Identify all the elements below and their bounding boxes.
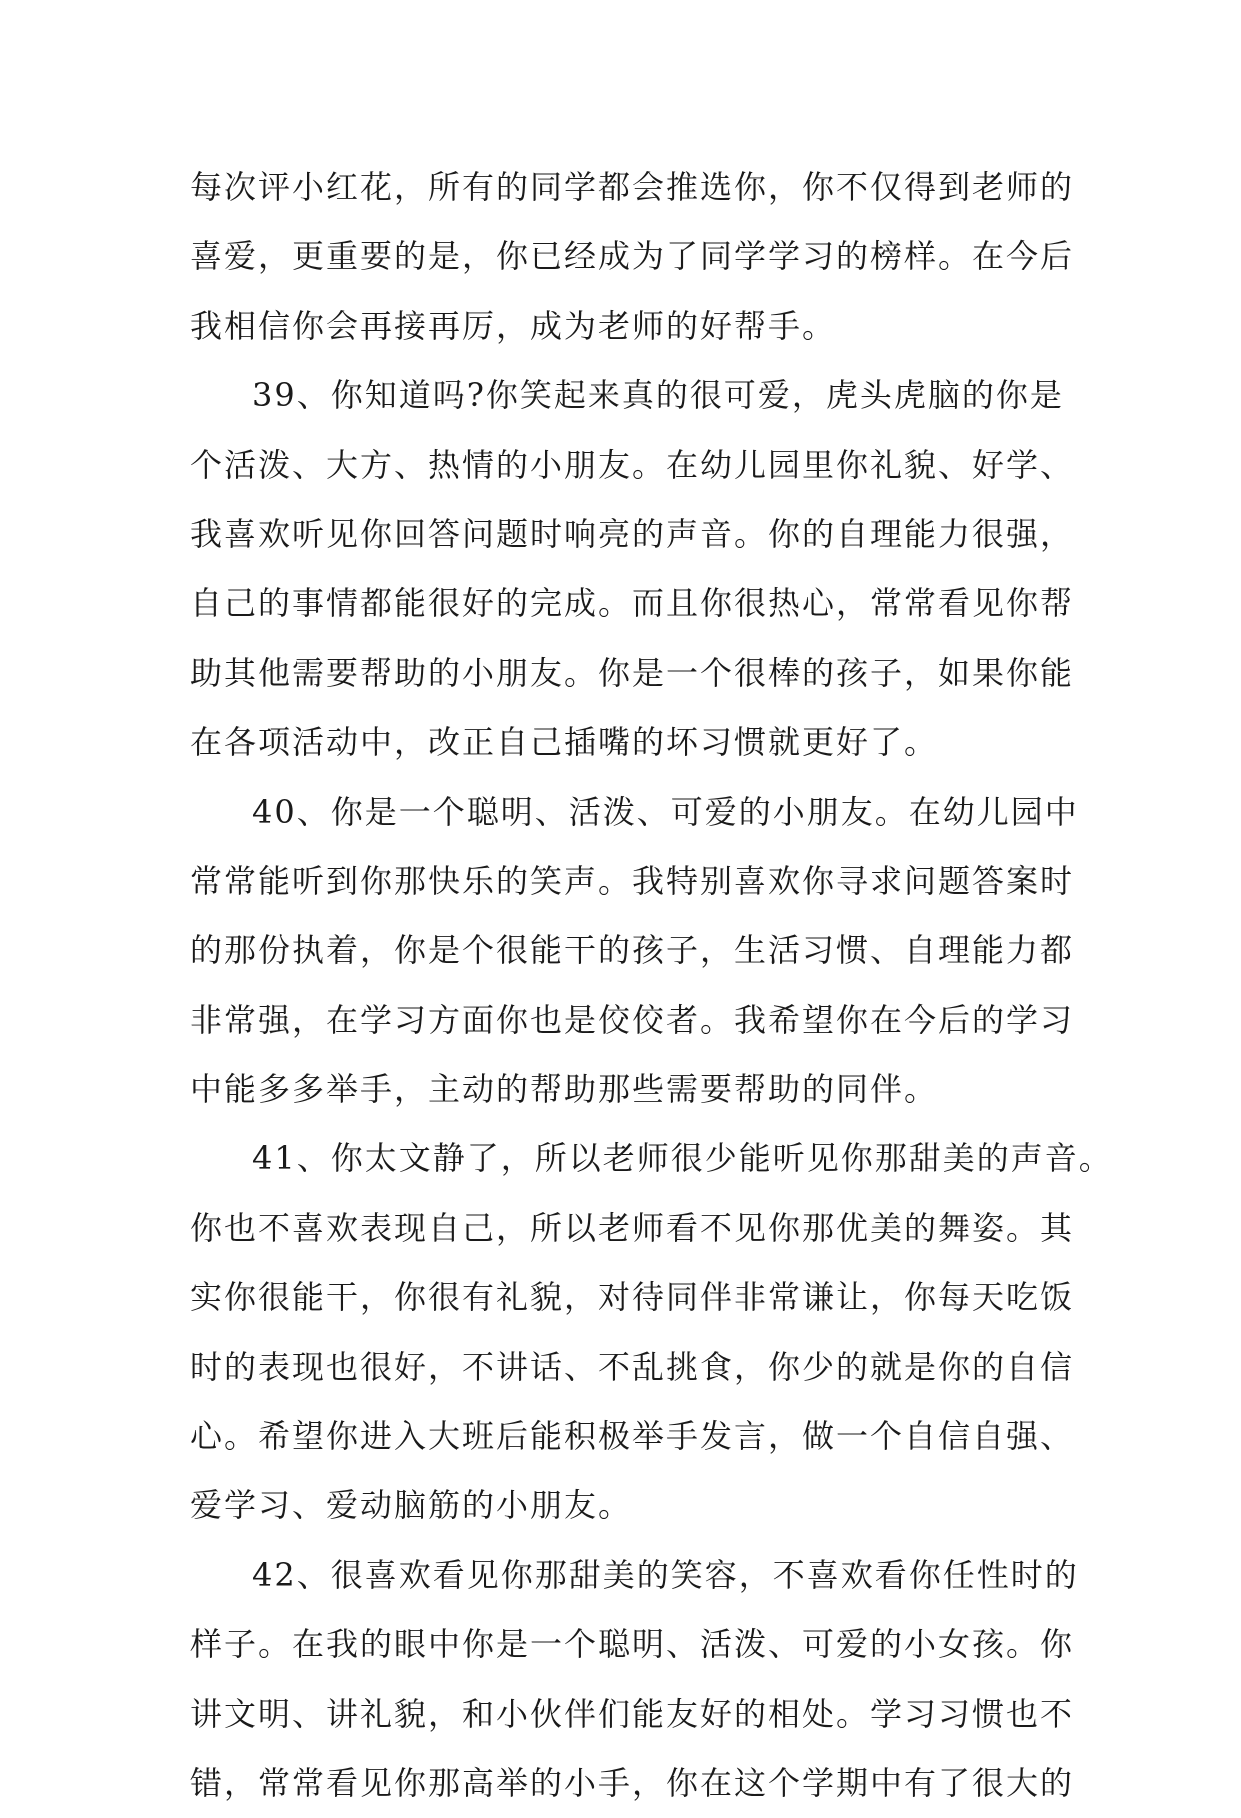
paragraph-start-42: 42、很喜欢看见你那甜美的笑容，不喜欢看你任性时的 <box>252 1555 1079 1594</box>
text-line: 我相信你会再接再厉，成为老师的好帮手。 <box>190 306 837 345</box>
text-line: 心。希望你进入大班后能积极举手发言，做一个自信自强、 <box>190 1417 1075 1456</box>
paragraph-start-40: 40、你是一个聪明、活泼、可爱的小朋友。在幼儿园中 <box>252 792 1079 831</box>
text-line: 我喜欢听见你回答问题时响亮的声音。你的自理能力很强， <box>190 514 1075 553</box>
text-line: 喜爱，更重要的是，你已经成为了同学学习的榜样。在今后 <box>190 237 1075 276</box>
text-line: 你也不喜欢表现自己，所以老师看不见你那优美的舞姿。其 <box>190 1208 1075 1247</box>
paragraph-start-39: 39、你知道吗?你笑起来真的很可爱，虎头虎脑的你是 <box>252 376 1064 415</box>
text-line: 助其他需要帮助的小朋友。你是一个很棒的孩子，如果你能 <box>190 653 1075 692</box>
text-line: 爱学习、爱动脑筋的小朋友。 <box>190 1486 633 1525</box>
text-line: 错，常常看见你那高举的小手，你在这个学期中有了很大的 <box>190 1763 1075 1802</box>
text-line: 的那份执着，你是个很能干的孩子，生活习惯、自理能力都 <box>190 931 1075 970</box>
text-line: 讲文明、讲礼貌，和小伙伴们能友好的相处。学习习惯也不 <box>190 1694 1075 1733</box>
text-line: 时的表现也很好，不讲话、不乱挑食，你少的就是你的自信 <box>190 1347 1075 1386</box>
text-line: 中能多多举手，主动的帮助那些需要帮助的同伴。 <box>190 1070 939 1109</box>
paragraph-start-41: 41、你太文静了，所以老师很少能听见你那甜美的声音。 <box>252 1139 1113 1178</box>
text-line: 实你很能干，你很有礼貌，对待同伴非常谦让，你每天吃饭 <box>190 1278 1075 1317</box>
document-body <box>190 153 1113 1818</box>
text-line: 常常能听到你那快乐的笑声。我特别喜欢你寻求问题答案时 <box>190 861 1075 900</box>
text-line: 样子。在我的眼中你是一个聪明、活泼、可爱的小女孩。你 <box>190 1625 1075 1664</box>
text-line: 在各项活动中，改正自己插嘴的坏习惯就更好了。 <box>190 723 939 762</box>
text-line: 自己的事情都能很好的完成。而且你很热心，常常看见你帮 <box>190 584 1075 623</box>
text-line: 个活泼、大方、热情的小朋友。在幼儿园里你礼貌、好学、 <box>190 445 1075 484</box>
text-line: 每次评小红花，所有的同学都会推选你，你不仅得到老师的 <box>190 168 1075 206</box>
text-line: 非常强，在学习方面你也是佼佼者。我希望你在今后的学习 <box>190 1000 1075 1039</box>
